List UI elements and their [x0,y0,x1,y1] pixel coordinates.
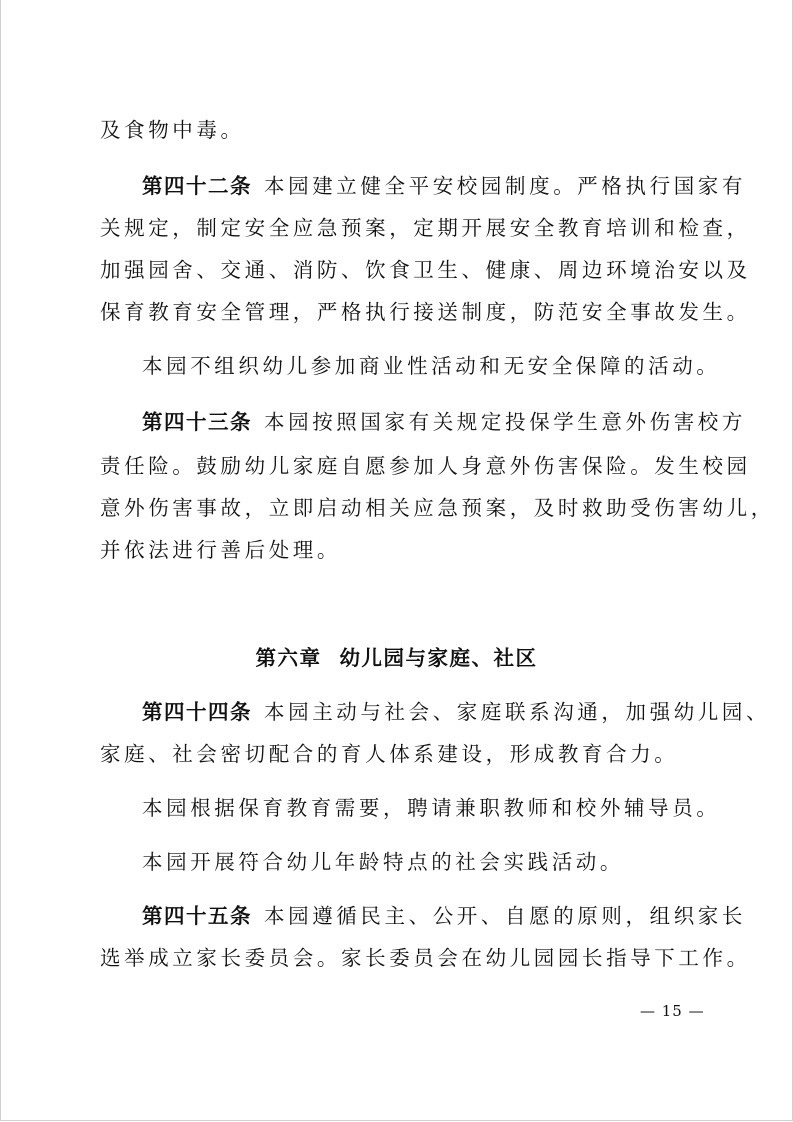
article-number: 第四十五条 [142,904,252,928]
text-line: 本园主动与社会、家庭联系沟通，加强幼儿园、 [264,700,771,724]
article-43-first-line [142,408,746,436]
text-line: 保育教育安全管理，严格执行接送制度，防范安全事故发生。 [100,300,751,324]
text-line: 本园遵循民主、公开、自愿的原则，组织家长 [264,904,746,928]
text-line: 本园按照国家有关规定投保学生意外伤害校方 [264,410,746,434]
article-42-first-line [142,172,746,200]
text-line: 意外伤害事故，立即启动相关应急预案，及时救助受伤害幼儿， [100,496,775,520]
text-line: 本园开展符合幼儿年龄特点的社会实践活动。 [142,850,624,874]
chapter-title: 幼儿园与家庭、社区 [339,646,538,670]
text-line: 及食物中毒。 [100,118,245,142]
article-number: 第四十三条 [142,410,252,434]
article-number: 第四十四条 [142,700,252,724]
article-44-first-line [142,698,770,726]
text-line: 关规定，制定安全应急预案，定期开展安全教育培训和检查， [100,216,751,240]
article-45-first-line [142,902,746,930]
text-line: 责任险。鼓励幼儿家庭自愿参加人身意外伤害保险。发生校园 [100,454,751,478]
text-line: 本园不组织幼儿参加商业性活动和无安全保障的活动。 [142,354,721,378]
chapter-heading [0,644,793,672]
chapter-number: 第六章 [255,646,322,670]
page-number: — 15 — [640,1002,705,1020]
article-number: 第四十二条 [142,174,252,198]
text-line: 加强园舍、交通、消防、饮食卫生、健康、周边环境治安以及 [100,258,751,282]
text-line: 选举成立家长委员会。家长委员会在幼儿园园长指导下工作。 [100,946,751,970]
text-line: 本园建立健全平安校园制度。严格执行国家有 [264,174,746,198]
text-line: 并依法进行善后处理。 [100,538,341,562]
text-line: 本园根据保育教育需要，聘请兼职教师和校外辅导员。 [142,796,721,820]
text-line: 家庭、社会密切配合的育人体系建设，形成教育合力。 [100,742,679,766]
